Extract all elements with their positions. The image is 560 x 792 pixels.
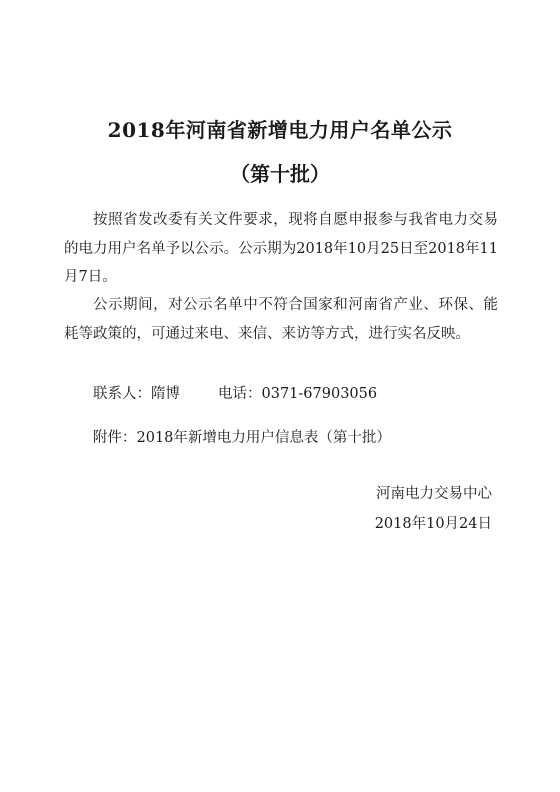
contact-line — [93, 384, 377, 404]
contact-phone: 电话：0371-67903056 — [218, 386, 378, 402]
attachment-line: 附件：2018年新增电力用户信息表（第十批） — [93, 430, 391, 446]
issuing-organization: 河南电力交易中心 — [376, 486, 492, 502]
issue-date: 2018年10月24日 — [374, 516, 492, 532]
document-title: 2018年河南省新增电力用户名单公示 — [107, 118, 453, 142]
paragraph-objection: 公示期间，对公示名单中不符合国家和河南省产业、环保、能耗等政策的，可通过来电、来信、来访等方式，进行实名反映。 — [64, 297, 498, 342]
document-subtitle: （第十批） — [230, 162, 330, 186]
paragraph-notice: 按照省发改委有关文件要求，现将自愿申报参与我省电力交易的电力用户名单予以公示。公示期为2018年10月25日至2018年11月7日。 — [64, 212, 498, 285]
contact-person: 联系人：隋博 — [93, 386, 180, 402]
